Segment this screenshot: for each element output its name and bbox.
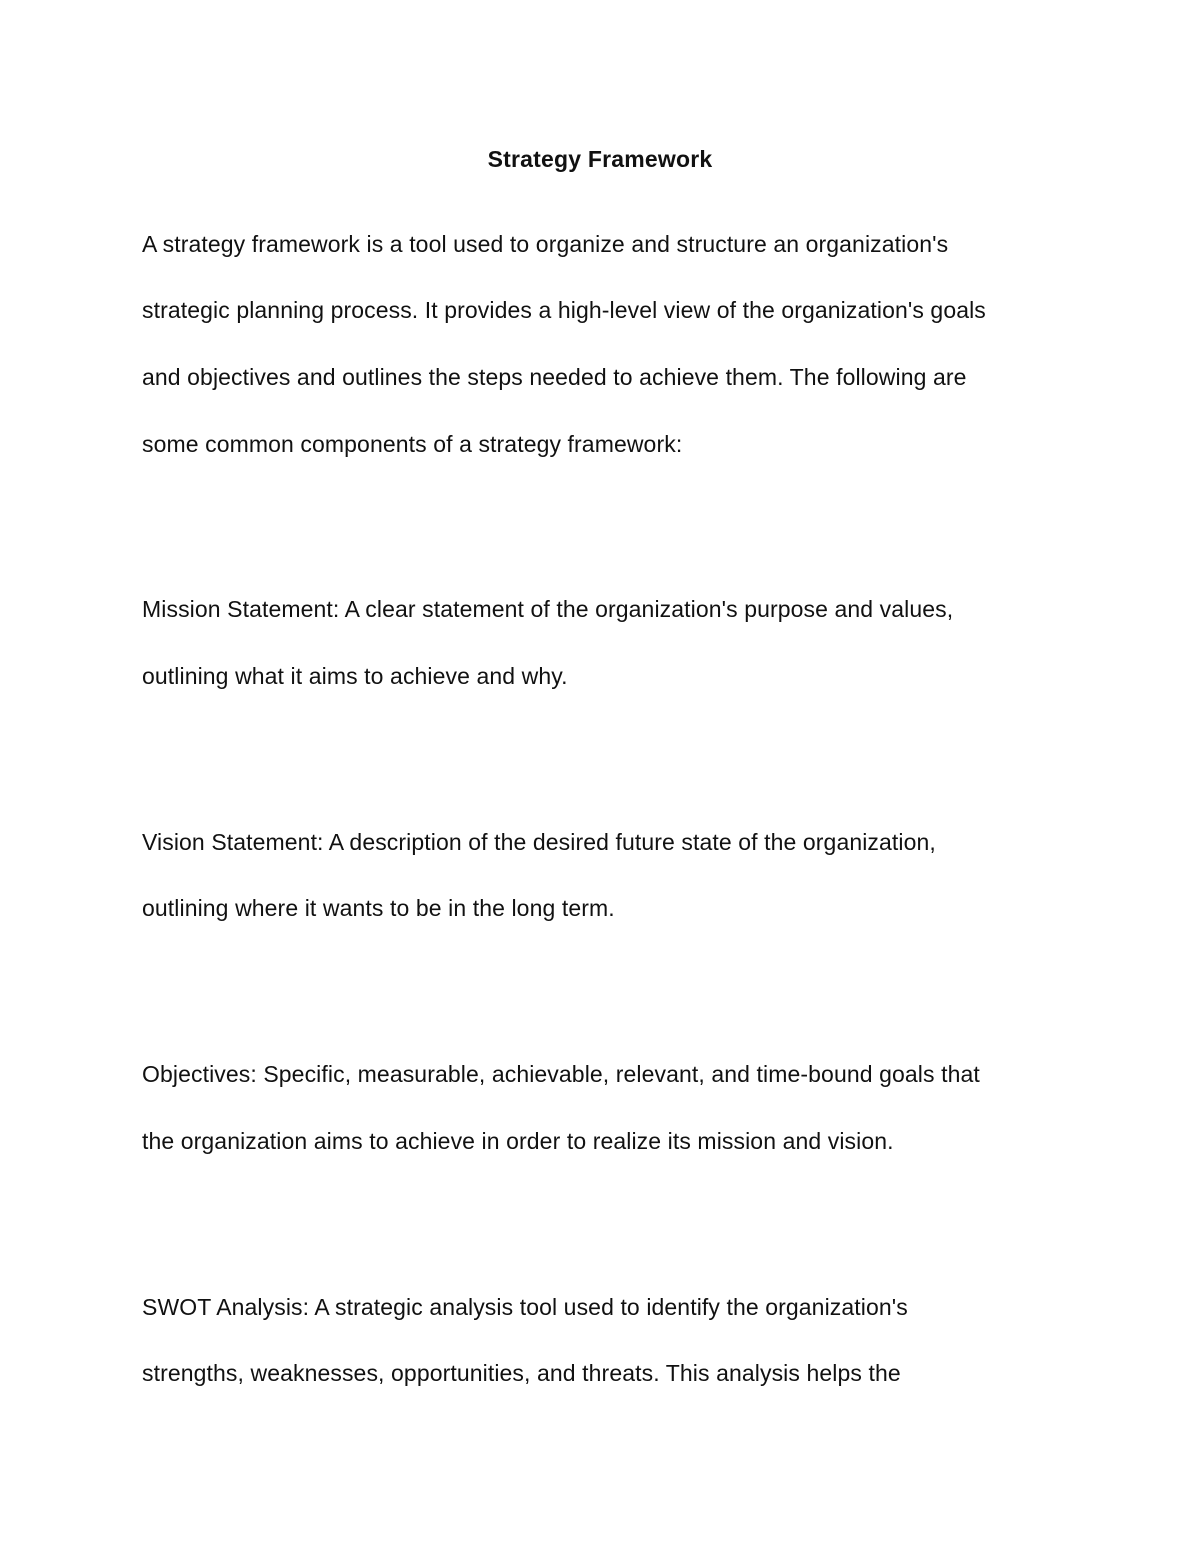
document-title: Strategy Framework bbox=[487, 146, 713, 172]
vision-line-2: outlining where it wants to be in the long term. bbox=[142, 895, 615, 921]
intro-line-1: A strategy framework is a tool used to organize and structure an organization's bbox=[142, 231, 949, 257]
swot-line-2: strengths, weaknesses, opportunities, and threats. This analysis helps the bbox=[142, 1360, 901, 1386]
mission-line-2: outlining what it aims to achieve and why. bbox=[142, 663, 568, 689]
objectives-line-2: the organization aims to achieve in order to realize its mission and vision. bbox=[142, 1128, 894, 1154]
vision-line-1: Vision Statement: A description of the desired future state of the organization, bbox=[142, 829, 936, 855]
intro-line-4: some common components of a strategy framework: bbox=[142, 431, 683, 457]
swot-line-1: SWOT Analysis: A strategic analysis tool used to identify the organization's bbox=[142, 1294, 908, 1320]
mission-line-1: Mission Statement: A clear statement of the organization's purpose and values, bbox=[142, 596, 954, 622]
objectives-line-1: Objectives: Specific, measurable, achievable, relevant, and time-bound goals that bbox=[142, 1061, 980, 1087]
intro-line-3: and objectives and outlines the steps needed to achieve them. The following are bbox=[142, 364, 967, 390]
intro-line-2: strategic planning process. It provides a high-level view of the organization's goals bbox=[142, 297, 986, 323]
